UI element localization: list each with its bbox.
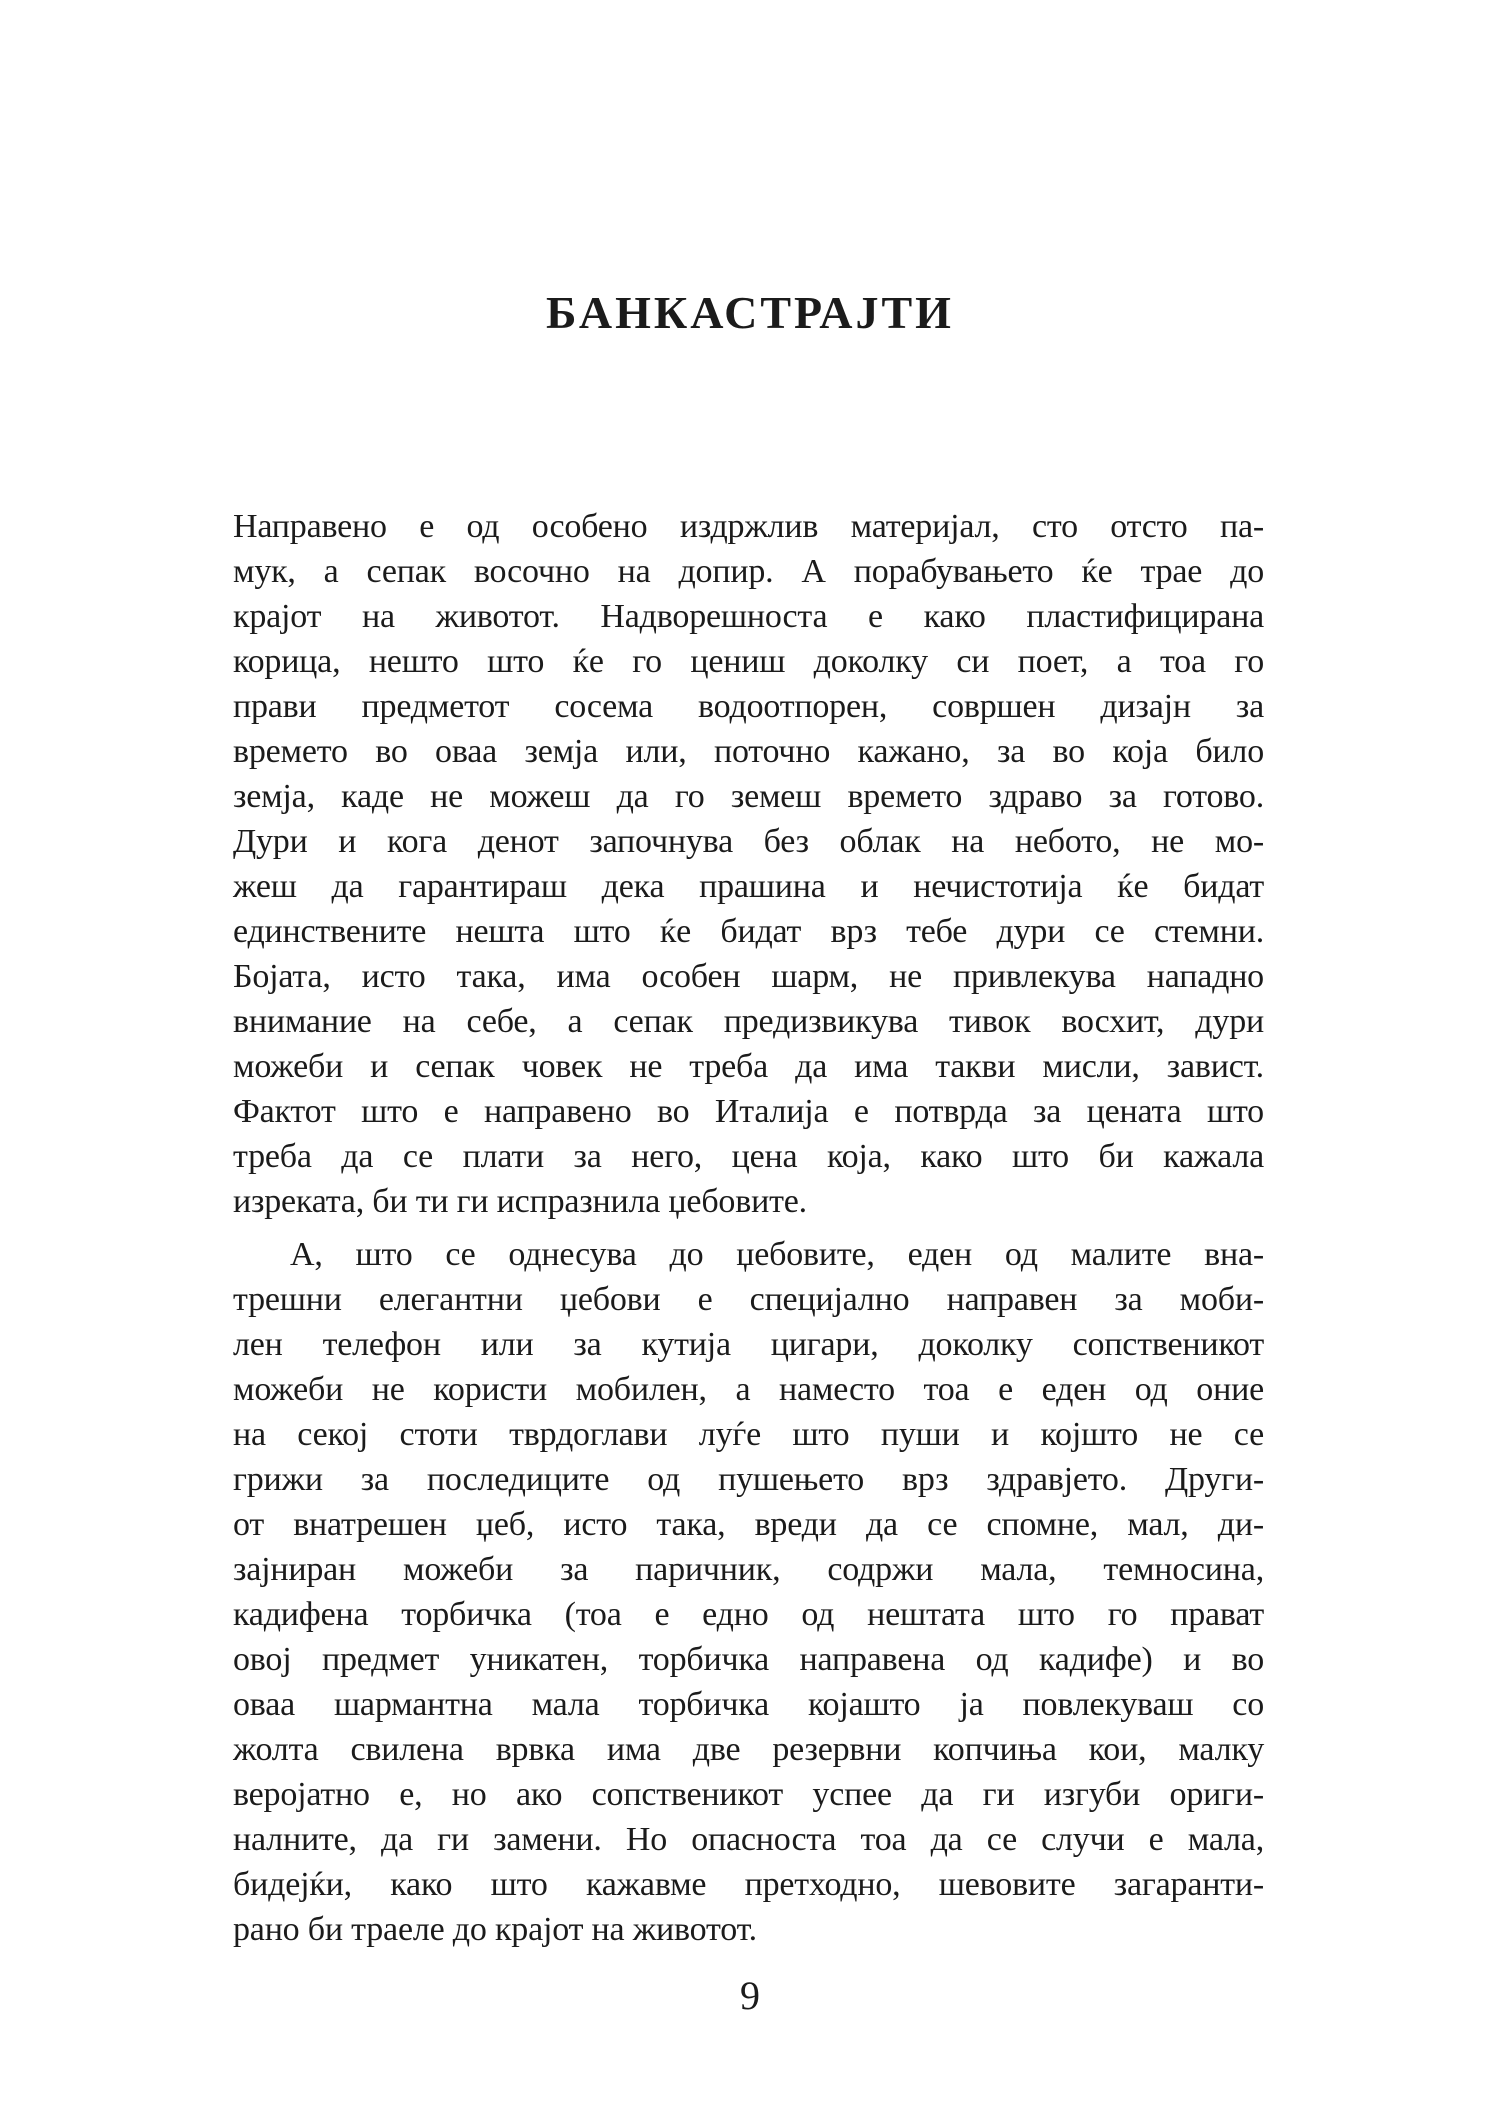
- text-line: крајот на животот. Надворешноста е како пластифицирана: [233, 598, 1264, 635]
- text-line: А, што се однесува до џебовите, еден од малите вна-: [290, 1236, 1264, 1273]
- text-line: единствените нешта што ќе бидат врз тебе дури се стемни.: [233, 913, 1264, 950]
- text-line: Фактот што е направено во Италија е потврда за цената што: [233, 1093, 1264, 1130]
- text-line: прави предметот сосема водоотпорен, совршен дизајн за: [233, 688, 1264, 725]
- text-line: зајниран можеби за паричник, содржи мала, темносина,: [233, 1551, 1264, 1588]
- text-line: налните, да ги замени. Но опасноста тоа да се случи е мала,: [233, 1821, 1264, 1858]
- text-line: Направено е од особено издржлив материјал, сто отсто па-: [233, 508, 1264, 545]
- text-line: мук, а сепак восочно на допир. А порабувањето ќе трае до: [233, 553, 1264, 590]
- text-line: от внатрешен џеб, исто така, вреди да се спомне, мал, ди-: [233, 1506, 1264, 1543]
- text-line: Дури и кога денот започнува без облак на небото, не мо-: [233, 823, 1264, 860]
- text-line: можеби и сепак човек не треба да има такви мисли, завист.: [233, 1048, 1264, 1085]
- text-body: [233, 504, 1264, 1952]
- paragraph: [233, 504, 1264, 1224]
- text-line: трешни елегантни џебови е специјално направен за моби-: [233, 1281, 1264, 1318]
- text-line: времето во оваа земја или, поточно кажано, за во која било: [233, 733, 1264, 770]
- text-line: треба да се плати за него, цена која, како што би кажала: [233, 1138, 1264, 1175]
- text-line: Бојата, исто така, има особен шарм, не привлекува нападно: [233, 958, 1264, 995]
- chapter-title: БАНКАСТРАЈТИ: [546, 287, 954, 338]
- text-line: жеш да гарантираш дека прашина и нечистотија ќе бидат: [233, 868, 1264, 905]
- text-line: рано би траеле до крајот на животот.: [233, 1911, 757, 1948]
- text-line: кадифена торбичка (тоа е едно од нештата што го прават: [233, 1596, 1264, 1633]
- paragraph: [233, 1232, 1264, 1952]
- text-line: овој предмет уникатен, торбичка направена од кадифе) и во: [233, 1641, 1264, 1678]
- text-line: можеби не користи мобилен, а наместо тоа е еден од оние: [233, 1371, 1264, 1408]
- text-line: земја, каде не можеш да го земеш времето здраво за готово.: [233, 778, 1264, 815]
- text-line: внимание на себе, а сепак предизвикува тивок восхит, дури: [233, 1003, 1264, 1040]
- text-line: изреката, би ти ги испразнила џебовите.: [233, 1183, 807, 1220]
- text-line: лен телефон или за кутија цигари, доколку сопственикот: [233, 1326, 1264, 1363]
- text-line: оваа шармантна мала торбичка којашто ја повлекуваш со: [233, 1686, 1264, 1723]
- text-line: грижи за последиците од пушењето врз здравјето. Други-: [233, 1461, 1264, 1498]
- text-line: корица, нешто што ќе го цениш доколку си поет, а тоа го: [233, 643, 1264, 680]
- text-line: на секој стоти тврдоглави луѓе што пуши и којшто не се: [233, 1416, 1264, 1453]
- text-line: бидејќи, како што кажавме претходно, шевовите загаранти-: [233, 1866, 1264, 1903]
- text-line: жолта свилена врвка има две резервни копчиња кои, малку: [233, 1731, 1264, 1768]
- text-line: веројатно е, но ако сопственикот успее да ги изгуби ориги-: [233, 1776, 1264, 1813]
- page-number: 9: [740, 1973, 760, 2018]
